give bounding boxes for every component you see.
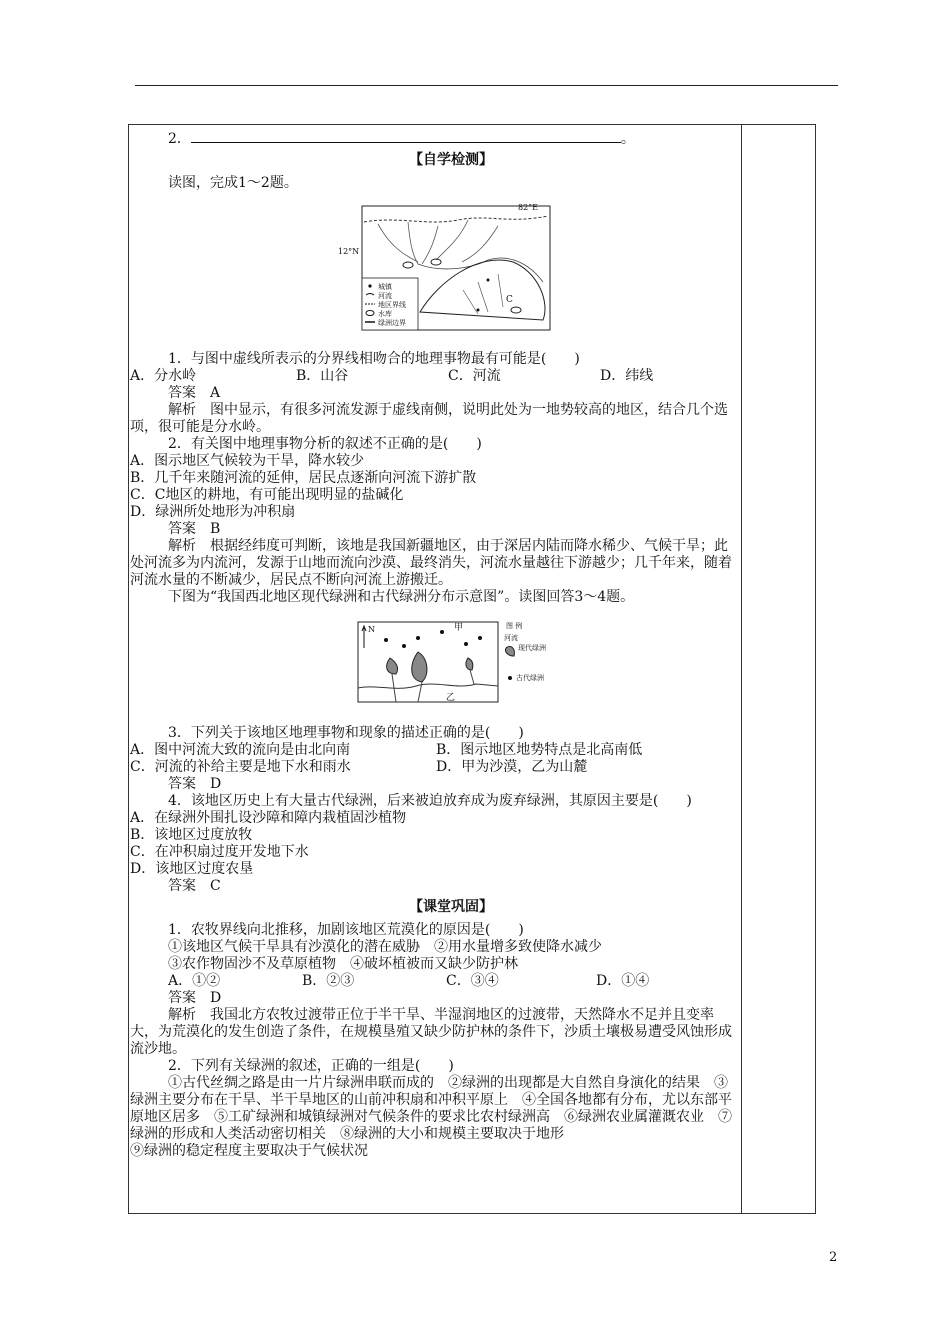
section-heading-consolidate: 【课堂巩固】 <box>409 899 493 915</box>
q4-option-d: D．该地区过度农垦 <box>130 861 254 877</box>
q3-options-row2 <box>130 759 734 776</box>
q4-option-b: B．该地区过度放牧 <box>130 827 253 843</box>
q1-option-d: D．纬线 <box>600 368 654 384</box>
map2-label-yi: 乙 <box>446 693 456 703</box>
intro-2: 下图为“我国西北地区现代绿洲和古代绿洲分布示意图”。读图回答3～4题。 <box>168 589 635 605</box>
c1-items-2: ③农作物固沙不及草原植物 ④破坏植被而又缺少防护林 <box>168 956 518 972</box>
q3-option-c: C．河流的补给主要是地下水和雨水 <box>130 759 351 775</box>
q1-option-a: A．分水岭 <box>130 368 197 384</box>
intro-1: 读图，完成1～2题。 <box>168 175 298 191</box>
q3-option-d: D．甲为沙漠，乙为山麓 <box>436 759 588 775</box>
side-column-divider <box>741 124 742 1213</box>
page-number: 2 <box>829 1250 838 1265</box>
q4-stem: 4．该地区历史上有大量古代绿洲，后来被迫放弃成为废弃绿洲，其原因主要是( ) <box>168 793 692 809</box>
map1-legend-oasis-edge: 绿洲边界 <box>378 319 406 327</box>
q2-option-d: D．绿洲所处地形为冲积扇 <box>130 504 296 520</box>
map1-lon-label: 82°E <box>518 203 539 212</box>
map1-legend-town: 城镇 <box>378 283 392 291</box>
map2-legend-modern-oasis: 现代绿洲 <box>518 644 546 652</box>
q3-options-row1 <box>130 742 734 759</box>
blank-line-item: 2． 。 <box>168 131 635 147</box>
q3-stem: 3．下列关于该地区地理事物和现象的描述正确的是( ) <box>168 725 524 741</box>
c1-options <box>168 973 734 990</box>
c1-option-d: D．①④ <box>596 973 650 989</box>
map2-legend-title: 图 例 <box>506 622 523 630</box>
q1-options <box>130 368 734 385</box>
map2-label-jia: 甲 <box>454 623 464 633</box>
c2-items: ①古代丝绸之路是由一片片绿洲串联而成的 ②绿洲的出现都是大自然自身演化的结果 ③绿洲主要分布在干旱、半干旱地区的山前冲积扇和冲积平原上 ④全国各地都有分布，尤以东部平原地区居多 ⑤工矿绿洲和城镇绿洲对气候条件的要求比农村绿洲高 ⑥绿洲农业属灌溉农业 ⑦绿洲的形成和人类活动密切相关 ⑧绿洲的大小和规模主要取决于地形 <box>130 1075 732 1142</box>
map2-north: N <box>368 625 375 634</box>
q2-stem: 2．有关图中地理事物分析的叙述不正确的是( ) <box>168 436 482 452</box>
section-heading-self-test: 【自学检测】 <box>409 152 493 168</box>
map1-legend-boundary: 地区界线 <box>378 301 406 309</box>
c1-option-c: C．③④ <box>446 973 499 989</box>
main-content <box>130 126 734 1160</box>
c1-answer: 答案 D <box>168 990 222 1006</box>
map1-legend-river: 河流 <box>378 292 392 300</box>
header-rule <box>135 85 838 86</box>
q4-option-a: A．在绿洲外围扎设沙障和障内栽植固沙植物 <box>130 810 407 826</box>
q3-option-b: B．图示地区地势特点是北高南低 <box>436 742 643 758</box>
q4-answer: 答案 C <box>168 878 221 894</box>
blank-underline <box>191 130 621 143</box>
c2-last-item: ⑨绿洲的稳定程度主要取决于气候状况 <box>130 1143 368 1159</box>
map1-legend-reservoir: 水库 <box>378 310 392 318</box>
map-figure-1 <box>338 202 552 332</box>
c2-stem: 2．下列有关绿洲的叙述，正确的一组是( ) <box>168 1058 454 1074</box>
q2-option-b: B．几千年来随河流的延伸，居民点逐渐向河流下游扩散 <box>130 470 477 486</box>
q1-analysis: 解析 图中显示，有很多河流发源于虚线南侧，说明此处为一地势较高的地区，结合几个选项，很可能是分水岭。 <box>130 402 728 435</box>
q2-answer: 答案 B <box>168 521 221 537</box>
q2-option-a: A．图示地区气候较为干旱，降水较少 <box>130 453 365 469</box>
c1-option-a: A．①② <box>168 973 221 989</box>
q1-stem: 1．与图中虚线所表示的分界线相吻合的地理事物最有可能是( ) <box>168 351 580 367</box>
c1-items-1: ①该地区气候干旱具有沙漠化的潜在威胁 ②用水量增多致使降水减少 <box>168 939 602 955</box>
q3-answer: 答案 D <box>168 776 222 792</box>
map2-legend-ancient-oasis: 古代绿洲 <box>516 674 544 682</box>
map1-lat-label: 12°N <box>338 247 360 256</box>
c1-option-b: B．②③ <box>302 973 355 989</box>
q4-option-c: C．在冲积扇过度开发地下水 <box>130 844 309 860</box>
q2-option-c: C．C地区的耕地，有可能出现明显的盐碱化 <box>130 487 404 503</box>
map2-legend-river: 河流 <box>504 634 518 642</box>
c1-analysis: 解析 我国北方农牧过渡带正位于半干旱、半湿润地区的过渡带，天然降水不足并且变率大，为荒漠化的发生创造了条件，在规模垦殖又缺少防护林的条件下，沙质土壤极易遭受风蚀形成流沙地。 <box>130 1007 732 1057</box>
q1-answer: 答案 A <box>168 385 221 401</box>
map-figure-2 <box>356 618 546 706</box>
q3-option-a: A．图中河流大致的流向是由北向南 <box>130 742 351 758</box>
q1-option-b: B．山谷 <box>296 368 349 384</box>
c1-stem: 1．农牧界线向北推移，加剧该地区荒漠化的原因是( ) <box>168 922 524 938</box>
q2-analysis: 解析 根据经纬度可判断，该地是我国新疆地区，由于深居内陆而降水稀少、气候干旱；此处河流多为内流河，发源于山地而流向沙漠、最终消失，河流水量越往下游越少；几千年来，随着河流水量的不断减少，居民点不断向河流上游搬迁。 <box>130 538 732 588</box>
q1-option-c: C．河流 <box>448 368 501 384</box>
map1-region-label: C <box>506 295 513 305</box>
